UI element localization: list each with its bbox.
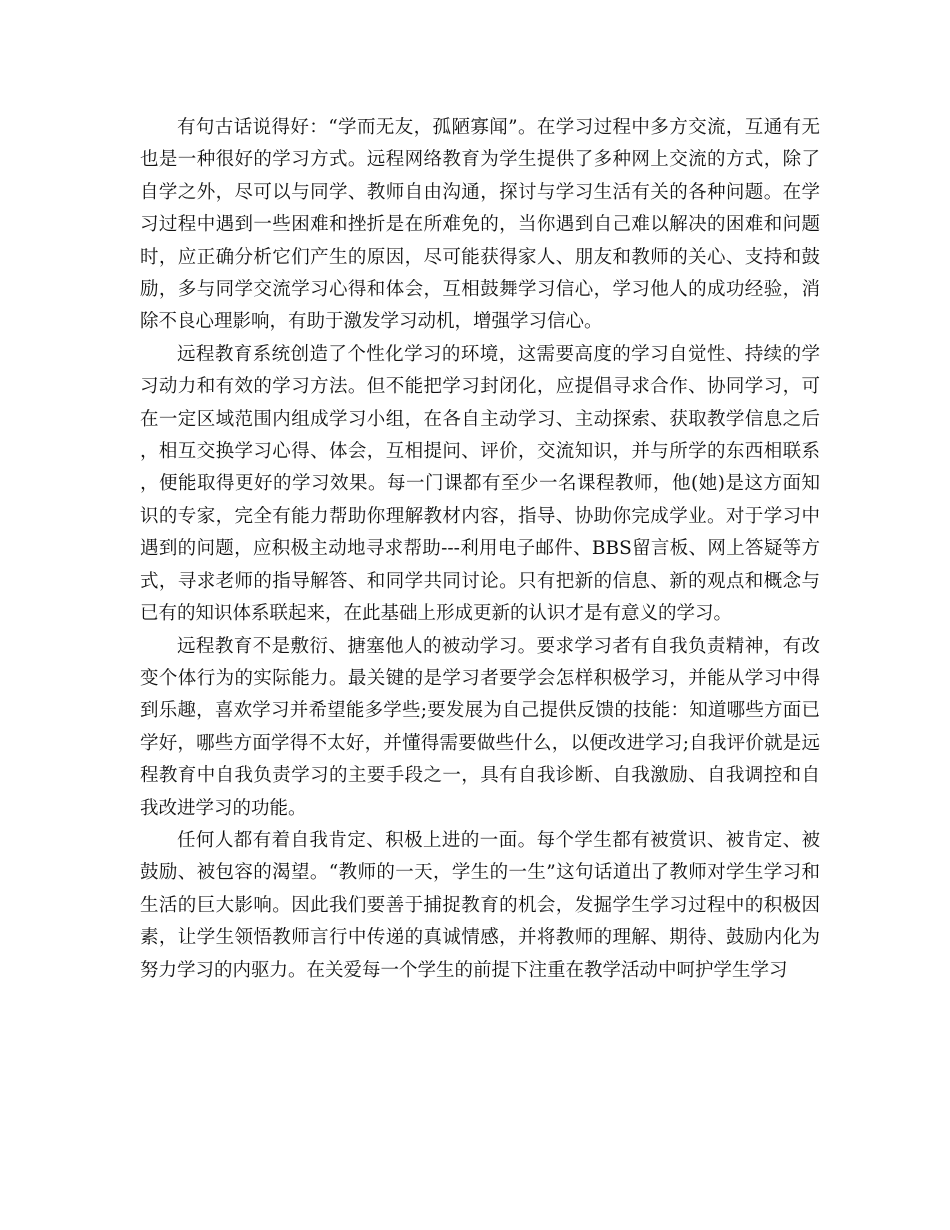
document-body bbox=[140, 112, 820, 987]
paragraph-1: 有句古话说得好：“学而无友，孤陋寡闻”。在学习过程中多方交流，互通有无也是一种很好的学习方式。远程网络教育为学生提供了多种网上交流的方式，除了自学之外，尽可以与同学、教师自由沟通，探讨与学习生活有关的各种问题。在学习过程中遇到一些困难和挫折是在所难免的，当你遇到自己难以解决的困难和问题时，应正确分析它们产生的原因，尽可能获得家人、朋友和教师的关心、支持和鼓励，多与同学交流学习心得和体会，互相鼓舞学习信心，学习他人的成功经验，消除不良心理影响，有助于激发学习动机，增强学习信心。 bbox=[140, 117, 820, 333]
paragraph-4: 任何人都有着自我肯定、积极上进的一面。每个学生都有被赏识、被肯定、被鼓励、被包容的渴望。“教师的一天，学生的一生”这句话道出了教师对学生学习和生活的巨大影响。因此我们要善于捕捉教育的机会，发掘学生学习过程中的积极因素，让学生领悟教师言行中传递的真诚情感，并将教师的理解、期待、鼓励内化为努力学习的内驱力。在关爱每一个学生的前提下注重在教学活动中呵护学生学习 bbox=[140, 829, 820, 981]
paragraph-3: 远程教育不是敷衍、搪塞他人的被动学习。要求学习者有自我负责精神，有改变个体行为的实际能力。最关键的是学习者要学会怎样积极学习，并能从学习中得到乐趣，喜欢学习并希望能多学些;要发展为自己提供反馈的技能：知道哪些方面已学好，哪些方面学得不太好，并懂得需要做些什么，以便改进学习;自我评价就是远程教育中自我负责学习的主要手段之一，具有自我诊断、自我激励、自我调控和自我改进学习的功能。 bbox=[140, 635, 820, 819]
paragraph-2: 远程教育系统创造了个性化学习的环境，这需要高度的学习自觉性、持续的学习动力和有效的学习方法。但不能把学习封闭化，应提倡寻求合作、协同学习，可在一定区域范围内组成学习小组，在各自主动学习、主动探索、获取教学信息之后，相互交换学习心得、体会，互相提问、评价，交流知识，并与所学的东西相联系，便能取得更好的学习效果。每一门课都有至少一名课程教师，他(她)是这方面知识的专家，完全有能力帮助你理解教材内容，指导、协助你完成学业。对于学习中遇到的问题，应积极主动地寻求帮助---利用电子邮件、BBS留言板、网上答疑等方式，寻求老师的指导解答、和同学共同讨论。只有把新的信息、新的观点和概念与已有的知识体系联起来，在此基础上形成更新的认识才是有意义的学习。 bbox=[140, 343, 820, 625]
